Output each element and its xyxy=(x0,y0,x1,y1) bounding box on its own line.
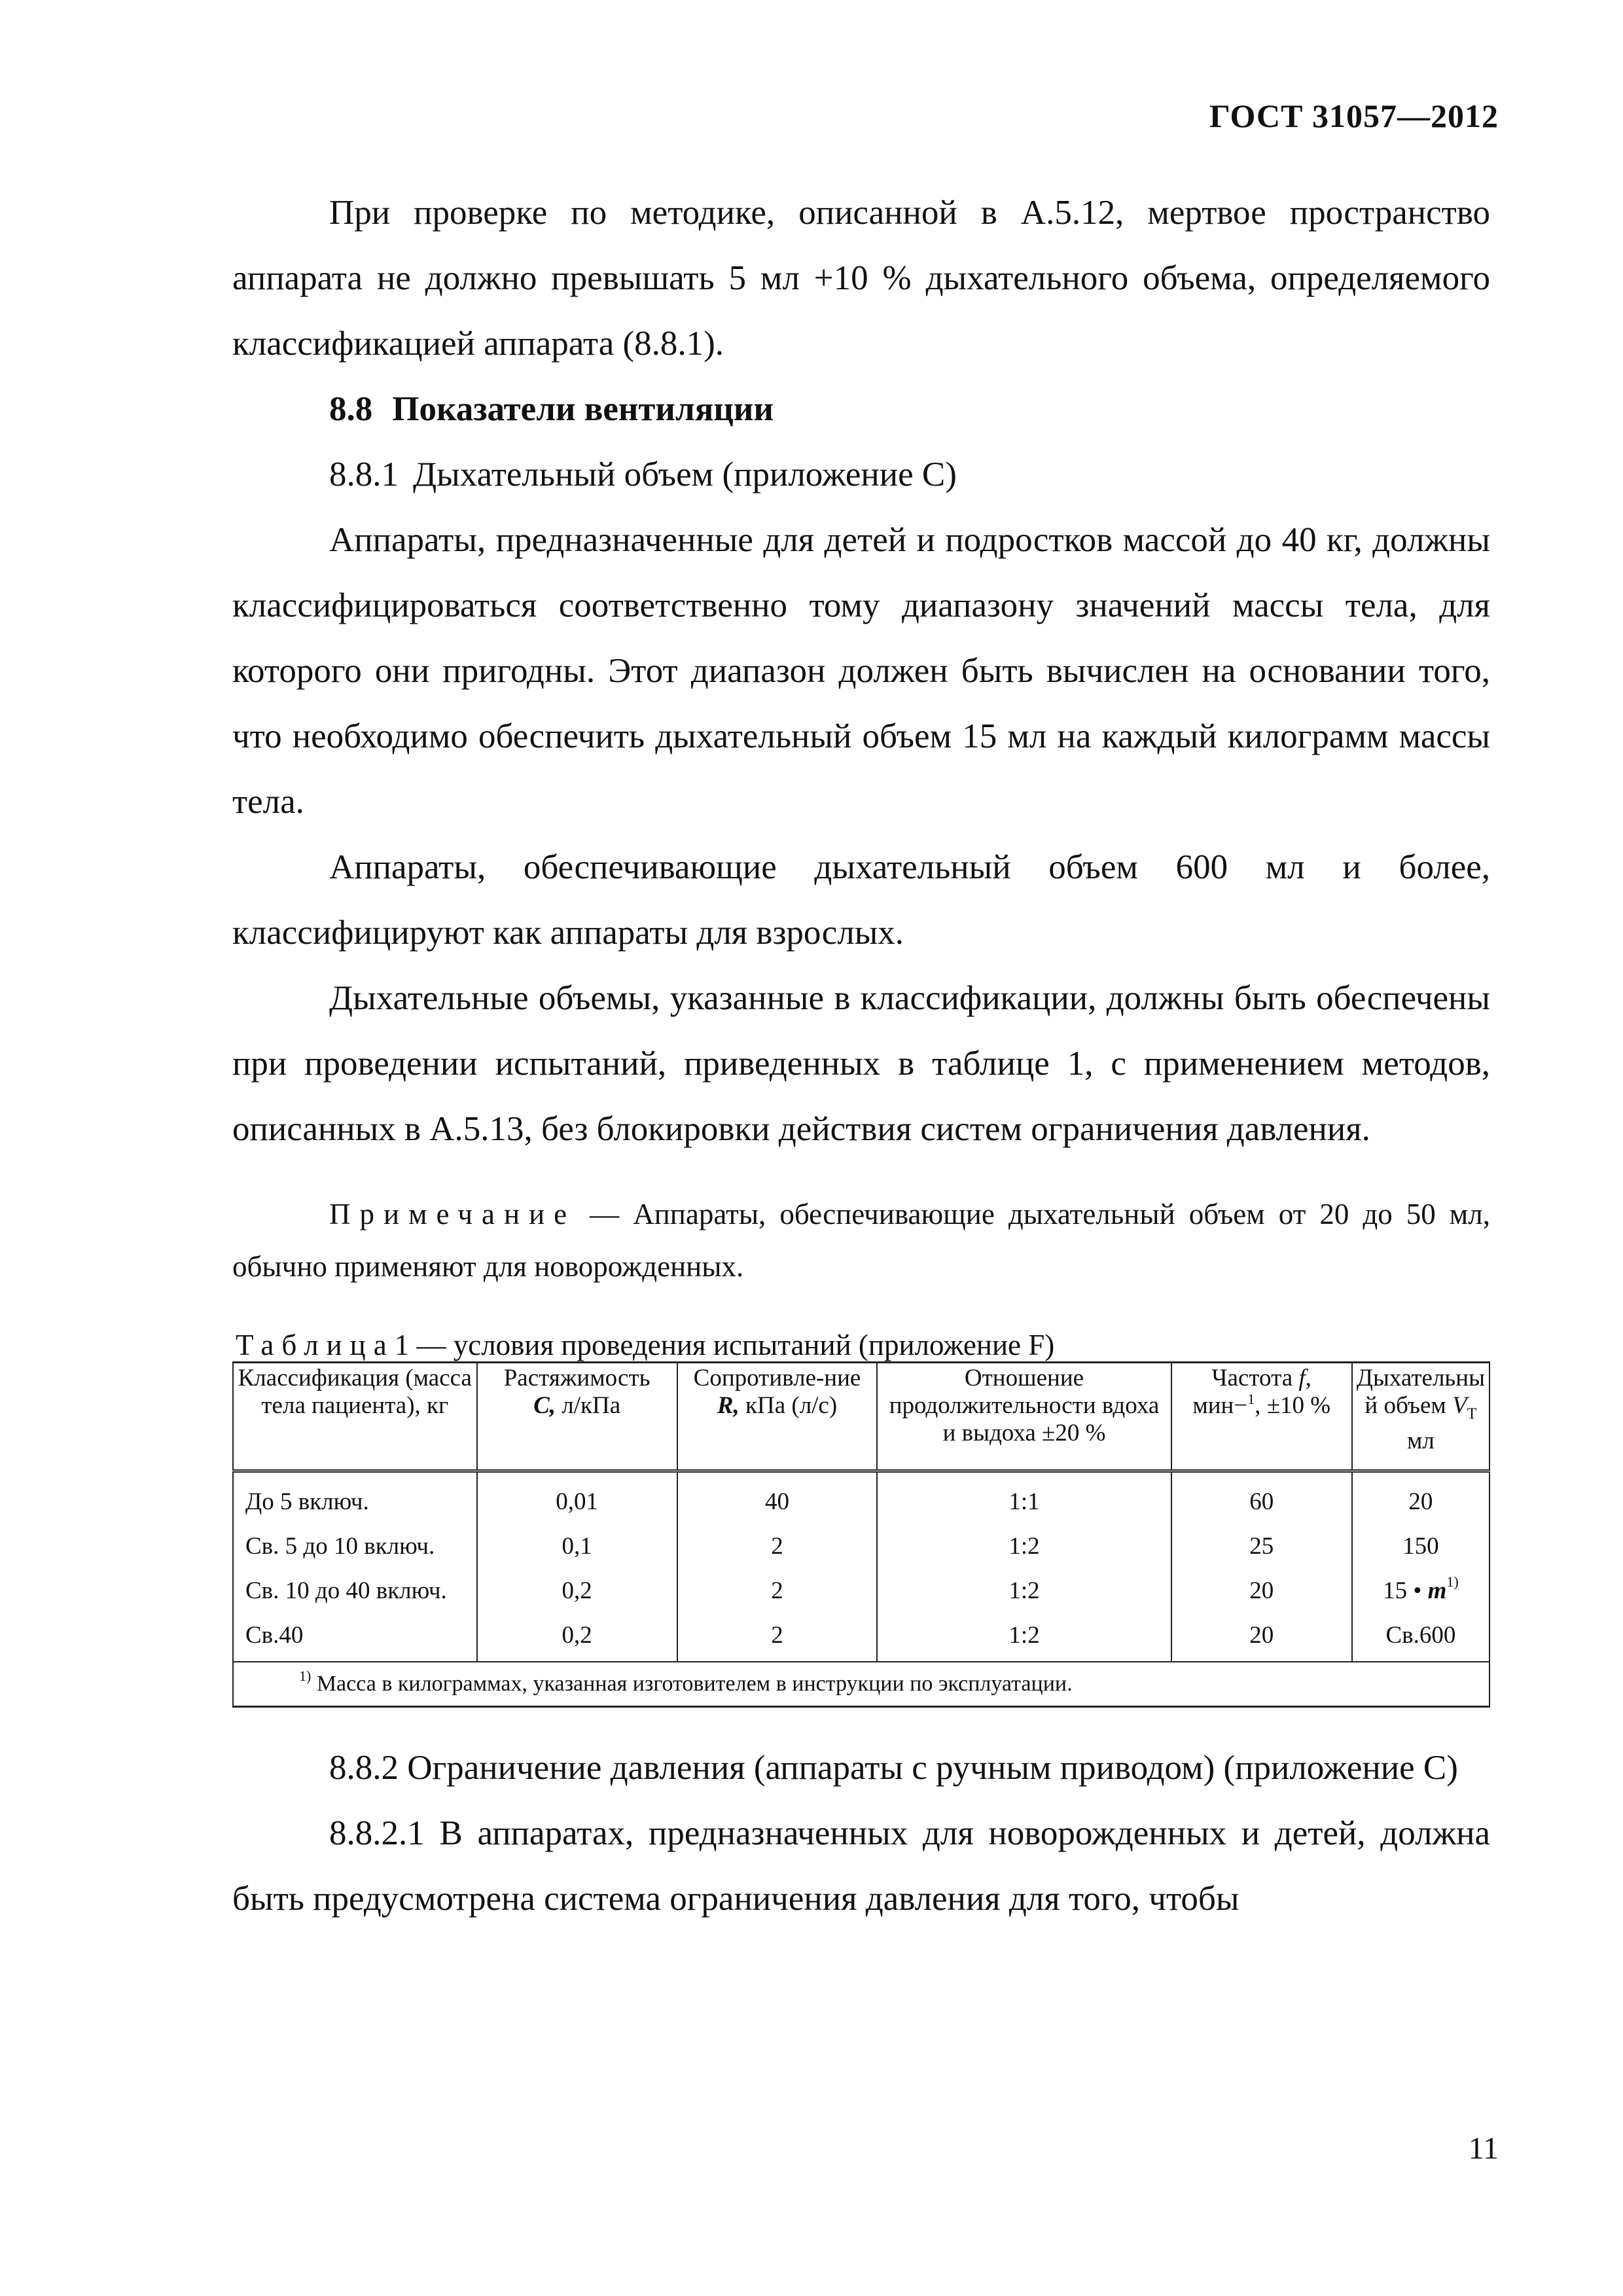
table-row xyxy=(233,1524,1489,1569)
cell-classification: Св. 10 до 40 включ. xyxy=(233,1569,477,1613)
cell-tidal-volume: 15 • $m^{1)}$ xyxy=(1352,1569,1489,1613)
subsection-title: Дыхательный объем (приложение С) xyxy=(413,456,957,493)
cell-classification: До 5 включ. xyxy=(233,1471,477,1525)
page-number: 11 xyxy=(1468,2131,1499,2166)
table-caption-text: — условия проведения испытаний (приложение F) xyxy=(409,1329,1055,1361)
paragraph-children-classification: Аппараты, предназначенные для детей и подростков массой до 40 кг, должны классифицироваться соответственно тому диапазону значений массы тела, для которого они пригодны. Этот диапазон должен быть вычислен на основании того, что необходимо обеспечить дыхательный объем 15 мл на каждый килограмм массы тела. xyxy=(232,521,1490,821)
cell-ie-ratio: 1:2 xyxy=(877,1524,1171,1569)
section-title: Показатели вентиляции xyxy=(392,390,774,428)
test-conditions-table xyxy=(232,1361,1490,1708)
cell-compliance: 0,1 xyxy=(477,1524,677,1569)
cell-tidal-volume: Св.600 xyxy=(1352,1613,1489,1662)
table-header-row xyxy=(233,1363,1489,1471)
cell-frequency: 20 xyxy=(1171,1613,1352,1662)
header-resistance: Сопротивле-ние R, кПа (л/с) xyxy=(677,1363,878,1471)
cell-compliance: 0,2 xyxy=(477,1613,677,1662)
paragraph-adult-classification: Аппараты, обеспечивающие дыхательный объем 600 мл и более, классифицируют как аппараты для взрослых. xyxy=(232,848,1490,952)
note-label: Примечание xyxy=(329,1198,577,1230)
section-number: 8.8 xyxy=(329,390,373,428)
table-footnote-row xyxy=(233,1662,1489,1707)
note xyxy=(232,1188,1490,1293)
table-caption xyxy=(236,1329,1490,1361)
cell-frequency: 25 xyxy=(1171,1524,1352,1569)
cell-resistance: 2 xyxy=(677,1613,878,1662)
header-tidal-volume: Дыхательны й объем $V_Т$ мл xyxy=(1352,1363,1489,1471)
header-ie-ratio: Отношение продолжительности вдоха и выдоха ±20 % xyxy=(877,1363,1171,1471)
cell-frequency: 20 xyxy=(1171,1569,1352,1613)
subsection-heading xyxy=(232,442,1490,507)
paragraph-pressure-system: 8.8.2.1 В аппаратах, предназначенных для новорожденных и детей, должна быть предусмотрена система ограничения давления для того, чтобы xyxy=(232,1814,1490,1918)
cell-classification: Св. 5 до 10 включ. xyxy=(233,1524,477,1569)
cell-resistance: 2 xyxy=(677,1524,878,1569)
header-compliance: Растяжимость C, л/кПа xyxy=(477,1363,677,1471)
cell-compliance: 0,2 xyxy=(477,1569,677,1613)
page-body xyxy=(232,180,1490,1931)
cell-ie-ratio: 1:1 xyxy=(877,1471,1171,1525)
note-text: — Аппараты, обеспечивающие дыхательный объем от 20 до 50 мл, обычно применяют для новорожденных. xyxy=(232,1198,1490,1283)
table-caption-label: Таблица xyxy=(236,1329,395,1361)
table-caption-number: 1 xyxy=(394,1329,410,1361)
table-row xyxy=(233,1569,1489,1613)
cell-classification: Св.40 xyxy=(233,1613,477,1662)
paragraph-dead-space: При проверке по методике, описанной в А.5.12, мертвое пространство аппарата не должно превышать 5 мл +10 % дыхательного объема, определяемого классификацией аппарата (8.8.1). xyxy=(232,194,1490,363)
cell-ie-ratio: 1:2 xyxy=(877,1569,1171,1613)
table-row xyxy=(233,1613,1489,1662)
document-code: ГОСТ 31057—2012 xyxy=(1209,98,1499,134)
cell-tidal-volume: 20 xyxy=(1352,1471,1489,1525)
header-frequency: Частота f, мин−$^1$, ±10 % xyxy=(1171,1363,1352,1471)
cell-resistance: 2 xyxy=(677,1569,878,1613)
cell-resistance: 40 xyxy=(677,1471,878,1525)
footnote-text: Масса в килограммах, указанная изготовителем в инструкции по эксплуатации. xyxy=(311,1672,1073,1696)
section-heading xyxy=(232,376,1490,442)
footnote-mark: 1) xyxy=(299,1668,312,1685)
paragraph-pressure-limit: 8.8.2 Ограничение давления (аппараты с ручным приводом) (приложение С) xyxy=(329,1749,1458,1787)
cell-compliance: 0,01 xyxy=(477,1471,677,1525)
subsection-number: 8.8.1 xyxy=(329,456,399,493)
table-footnote xyxy=(233,1662,1489,1707)
table-row xyxy=(233,1471,1489,1525)
paragraph-tidal-volumes: Дыхательные объемы, указанные в классификации, должны быть обеспечены при проведении испытаний, приведенных в таблице 1, с применением методов, описанных в А.5.13, без блокировки действия систем ограничения давления. xyxy=(232,979,1490,1148)
cell-tidal-volume: 150 xyxy=(1352,1524,1489,1569)
cell-ie-ratio: 1:2 xyxy=(877,1613,1171,1662)
cell-frequency: 60 xyxy=(1171,1471,1352,1525)
header-classification: Классификация (масса тела пациента), кг xyxy=(233,1363,477,1471)
